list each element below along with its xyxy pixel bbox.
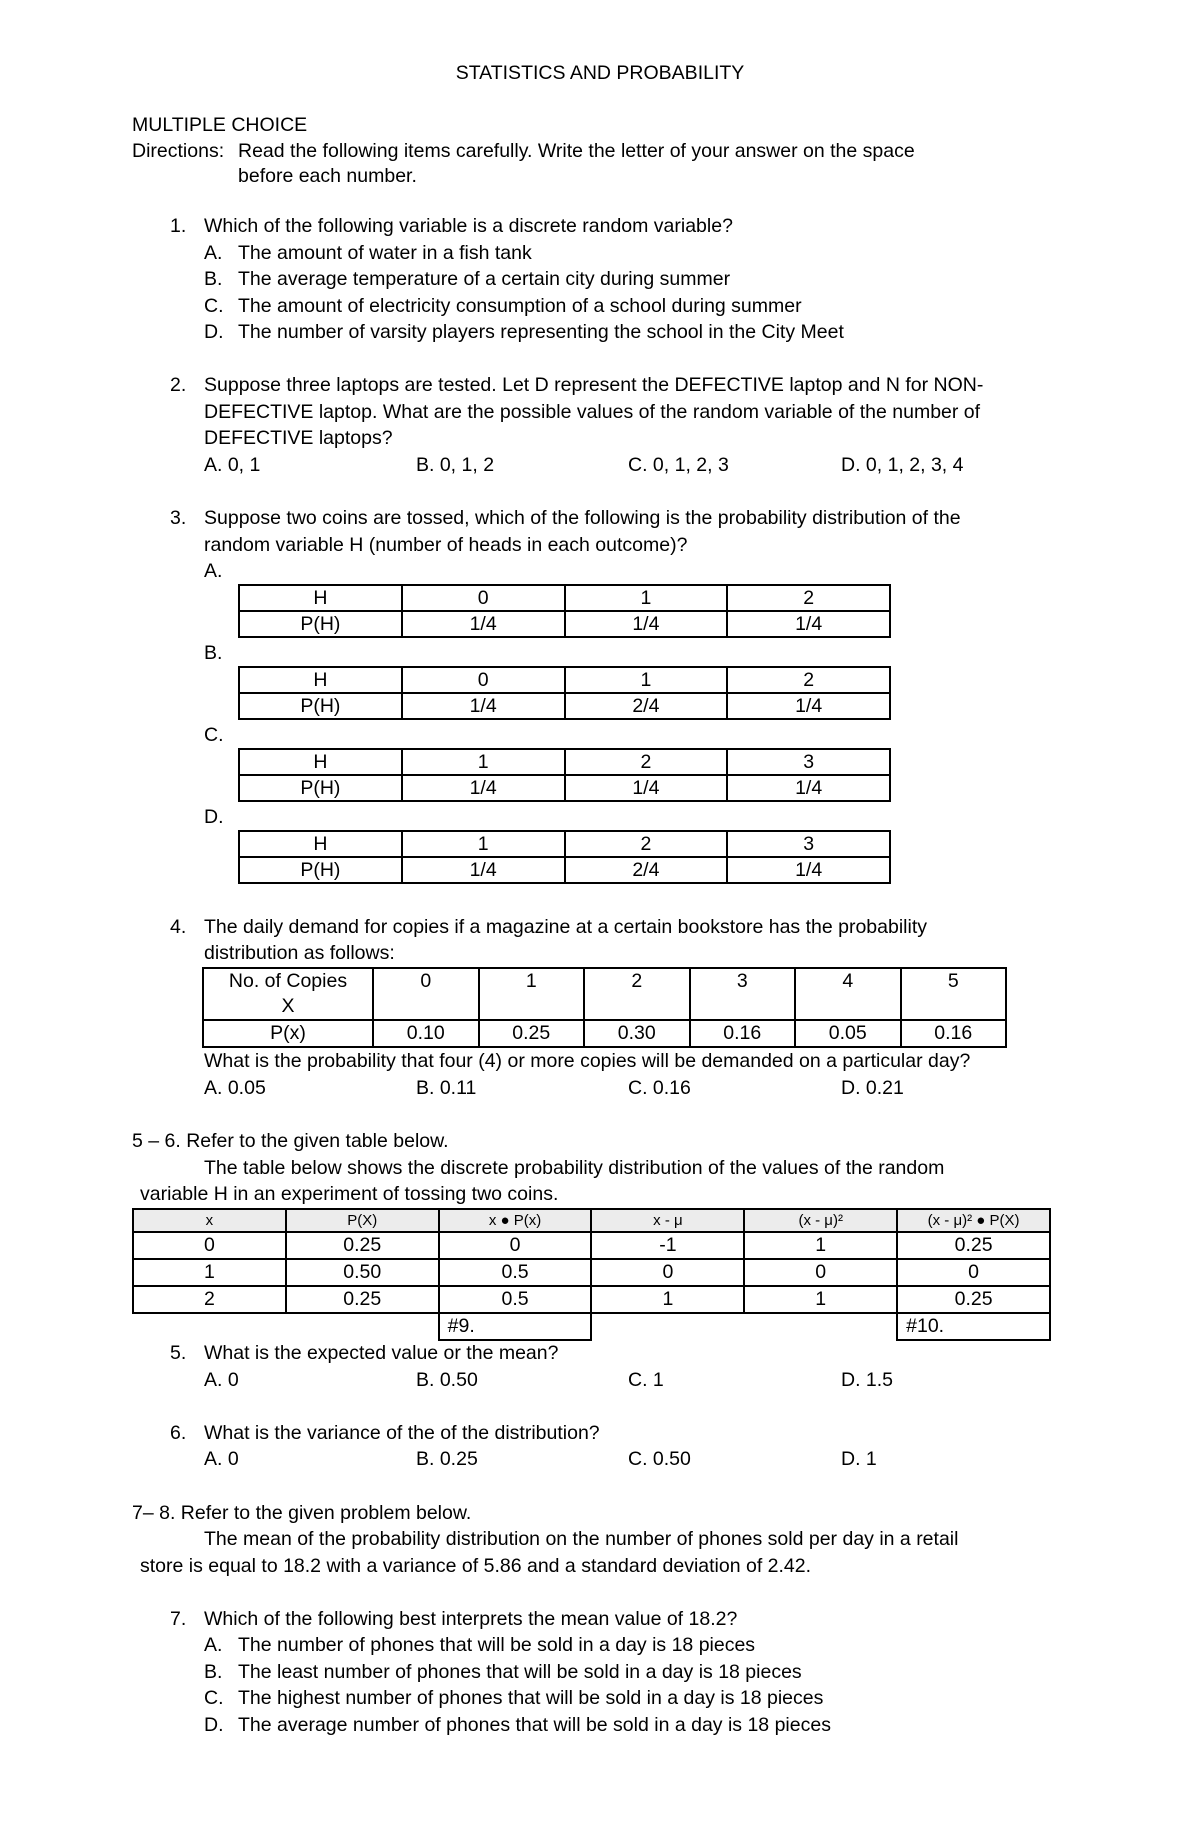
table-cell: 1 — [402, 749, 565, 775]
table-cell: 0.25 — [286, 1232, 439, 1259]
table-cell: H — [239, 585, 402, 611]
header-cell: P(X) — [286, 1209, 439, 1232]
p-cell: 0.05 — [795, 1020, 901, 1047]
table-cell: H — [239, 831, 402, 857]
choice-c: C. 0.50 — [628, 1448, 691, 1470]
table-cell: 1 — [133, 1259, 286, 1286]
choice-letter: A. — [204, 242, 223, 264]
table-cell: 3 — [727, 831, 890, 857]
empty-cell — [744, 1313, 897, 1340]
computation-table — [132, 1208, 1051, 1341]
table-row — [133, 1313, 1050, 1340]
choice-d: D. 0.21 — [841, 1077, 904, 1099]
choice-a: A. 0 — [204, 1448, 239, 1470]
x-cell: 0 — [373, 968, 479, 1020]
question-number: 3. — [170, 507, 187, 529]
option-d-table — [238, 830, 891, 884]
option-c-table — [238, 748, 891, 802]
table-cell: 2/4 — [565, 693, 728, 719]
question-text-line3: DEFECTIVE laptops? — [204, 427, 393, 449]
choice-text: The amount of water in a fish tank — [238, 242, 532, 264]
choice-b: B. 0.25 — [416, 1448, 478, 1470]
section-intro: 7– 8. Refer to the given problem below. — [132, 1502, 472, 1524]
table-cell: H — [239, 667, 402, 693]
choice-text: The number of varsity players representing the school in the City Meet — [238, 321, 844, 343]
question-text-line2: DEFECTIVE laptop. What are the possible values of the random variable of the number of — [204, 401, 981, 423]
table-cell: 0 — [897, 1259, 1050, 1286]
option-a-table — [238, 584, 891, 638]
table-row — [133, 1232, 1050, 1259]
table-cell: P(H) — [239, 775, 402, 801]
table-cell: 0.5 — [439, 1259, 592, 1286]
table-row — [133, 1286, 1050, 1313]
option-b-table — [238, 666, 891, 720]
page-title: STATISTICS AND PROBABILITY — [455, 62, 745, 84]
choice-b: B. 0.11 — [416, 1077, 477, 1099]
choice-b: B. 0, 1, 2 — [416, 454, 495, 476]
question-number: 7. — [170, 1608, 187, 1630]
table-cell: P(H) — [239, 693, 402, 719]
table-cell: 1 — [565, 585, 728, 611]
x-cell: 2 — [584, 968, 690, 1020]
table-cell: 0.25 — [897, 1232, 1050, 1259]
question-number: 4. — [170, 916, 187, 938]
header-cell — [203, 968, 373, 1020]
table-cell: 0 — [744, 1259, 897, 1286]
table-cell: 1/4 — [727, 611, 890, 637]
header-line2: X — [281, 995, 295, 1017]
header-cell: x - μ — [591, 1209, 744, 1232]
p-cell: 0.16 — [901, 1020, 1007, 1047]
table-cell: 0.25 — [897, 1286, 1050, 1313]
empty-cell — [591, 1313, 744, 1340]
choice-a: A. 0, 1 — [204, 454, 261, 476]
table-cell: 0 — [439, 1232, 592, 1259]
table-cell: 1 — [565, 667, 728, 693]
choice-text: The least number of phones that will be sold in a day is 18 pieces — [238, 1661, 802, 1683]
directions-label: Directions: — [132, 140, 225, 162]
table-cell: -1 — [591, 1232, 744, 1259]
p-cell: 0.30 — [584, 1020, 690, 1047]
table-cell: P(H) — [239, 857, 402, 883]
table-cell: 2 — [727, 585, 890, 611]
choice-letter: C. — [204, 1687, 224, 1709]
choice-text: The average temperature of a certain city during summer — [238, 268, 731, 290]
table-cell: 1/4 — [727, 775, 890, 801]
table-cell: 1 — [744, 1232, 897, 1259]
choice-text: The highest number of phones that will be sold in a day is 18 pieces — [238, 1687, 824, 1709]
table-cell: 1/4 — [727, 857, 890, 883]
question-text: What is the variance of the of the distribution? — [204, 1422, 600, 1444]
directions-text-line1: Read the following items carefully. Write the letter of your answer on the space — [238, 140, 915, 162]
table-cell: 1/4 — [727, 693, 890, 719]
choice-a: A. 0.05 — [204, 1077, 266, 1099]
x-cell: 4 — [795, 968, 901, 1020]
choice-letter: B. — [204, 1661, 223, 1683]
p-label-cell: P(x) — [203, 1020, 373, 1047]
question-text-line1: Suppose two coins are tossed, which of the following is the probability distribution of the — [204, 507, 961, 529]
question-number: 2. — [170, 374, 187, 396]
header-line1: No. of Copies — [228, 970, 348, 992]
table-cell: 2 — [565, 749, 728, 775]
table-cell: 1/4 — [402, 693, 565, 719]
question-number: 5. — [170, 1342, 187, 1364]
table-cell: 2/4 — [565, 857, 728, 883]
empty-cell — [286, 1313, 439, 1340]
choice-text: The amount of electricity consumption of a school during summer — [238, 295, 802, 317]
header-cell: (x - μ)² ● P(X) — [897, 1209, 1050, 1232]
header-cell: x — [133, 1209, 286, 1232]
table-cell: 0.50 — [286, 1259, 439, 1286]
paragraph-line2: variable H in an experiment of tossing two coins. — [140, 1183, 559, 1205]
question-text-line1: The daily demand for copies if a magazine at a certain bookstore has the probability — [204, 916, 927, 938]
table-cell: 0 — [133, 1232, 286, 1259]
table-cell: 1/4 — [565, 611, 728, 637]
header-cell: x ● P(x) — [439, 1209, 592, 1232]
table-cell: 1/4 — [402, 611, 565, 637]
paragraph-line1: The mean of the probability distribution on the number of phones sold per day in a retail — [204, 1528, 959, 1550]
choice-letter: B. — [204, 268, 223, 290]
table-cell: 1/4 — [402, 857, 565, 883]
blank-9-cell: #9. — [439, 1313, 592, 1340]
table-cell: 0 — [591, 1259, 744, 1286]
choice-d: D. 1 — [841, 1448, 877, 1470]
choice-c: C. 1 — [628, 1369, 664, 1391]
header-cell: (x - μ)² — [744, 1209, 897, 1232]
question-text-line2: random variable H (number of heads in each outcome)? — [204, 534, 688, 556]
p-cell: 0.10 — [373, 1020, 479, 1047]
x-cell: 1 — [479, 968, 585, 1020]
question-text: What is the expected value or the mean? — [204, 1342, 559, 1364]
table-cell: 2 — [133, 1286, 286, 1313]
option-letter: D. — [204, 806, 224, 828]
choice-letter: D. — [204, 321, 224, 343]
table-cell: H — [239, 749, 402, 775]
question-number: 1. — [170, 215, 187, 237]
section-intro: 5 – 6. Refer to the given table below. — [132, 1130, 449, 1152]
question-text-followup: What is the probability that four (4) or more copies will be demanded on a particular day? — [204, 1050, 971, 1072]
p-cell: 0.16 — [690, 1020, 796, 1047]
question-text-line1: Suppose three laptops are tested. Let D represent the DEFECTIVE laptop and N for NON- — [204, 374, 984, 396]
question-text: Which of the following best interprets the mean value of 18.2? — [204, 1608, 738, 1630]
table-cell: 1/4 — [565, 775, 728, 801]
question-text-line2: distribution as follows: — [204, 942, 395, 964]
table-cell: 0 — [402, 585, 565, 611]
choice-c: C. 0.16 — [628, 1077, 691, 1099]
table-row — [133, 1259, 1050, 1286]
table-cell: 0.5 — [439, 1286, 592, 1313]
choice-text: The average number of phones that will be sold in a day is 18 pieces — [238, 1714, 831, 1736]
choice-d: D. 0, 1, 2, 3, 4 — [841, 454, 964, 476]
choice-c: C. 0, 1, 2, 3 — [628, 454, 729, 476]
choice-a: A. 0 — [204, 1369, 239, 1391]
p-cell: 0.25 — [479, 1020, 585, 1047]
option-letter: B. — [204, 642, 223, 664]
paragraph-line2: store is equal to 18.2 with a variance of 5.86 and a standard deviation of 2.42. — [140, 1555, 812, 1577]
table-cell: 0.25 — [286, 1286, 439, 1313]
question-text: Which of the following variable is a discrete random variable? — [204, 215, 733, 237]
option-letter: A. — [204, 560, 223, 582]
table-cell: 3 — [727, 749, 890, 775]
table-cell: 2 — [565, 831, 728, 857]
empty-cell — [133, 1313, 286, 1340]
x-cell: 5 — [901, 968, 1007, 1020]
table-cell: 1 — [402, 831, 565, 857]
question-number: 6. — [170, 1422, 187, 1444]
section-heading: MULTIPLE CHOICE — [132, 114, 308, 136]
table-cell: 1/4 — [402, 775, 565, 801]
option-letter: C. — [204, 724, 224, 746]
x-cell: 3 — [690, 968, 796, 1020]
table-cell: 1 — [591, 1286, 744, 1313]
choice-letter: C. — [204, 295, 224, 317]
choice-letter: D. — [204, 1714, 224, 1736]
choice-d: D. 1.5 — [841, 1369, 894, 1391]
directions-text-line2: before each number. — [238, 165, 417, 187]
table-cell: 0 — [402, 667, 565, 693]
table-cell: 2 — [727, 667, 890, 693]
choice-text: The number of phones that will be sold in a day is 18 pieces — [238, 1634, 756, 1656]
blank-10-cell: #10. — [897, 1313, 1050, 1340]
distribution-table — [202, 967, 1007, 1048]
table-cell: P(H) — [239, 611, 402, 637]
paragraph-line1: The table below shows the discrete probability distribution of the values of the random — [204, 1157, 945, 1179]
choice-letter: A. — [204, 1634, 223, 1656]
table-cell: 1 — [744, 1286, 897, 1313]
choice-b: B. 0.50 — [416, 1369, 478, 1391]
